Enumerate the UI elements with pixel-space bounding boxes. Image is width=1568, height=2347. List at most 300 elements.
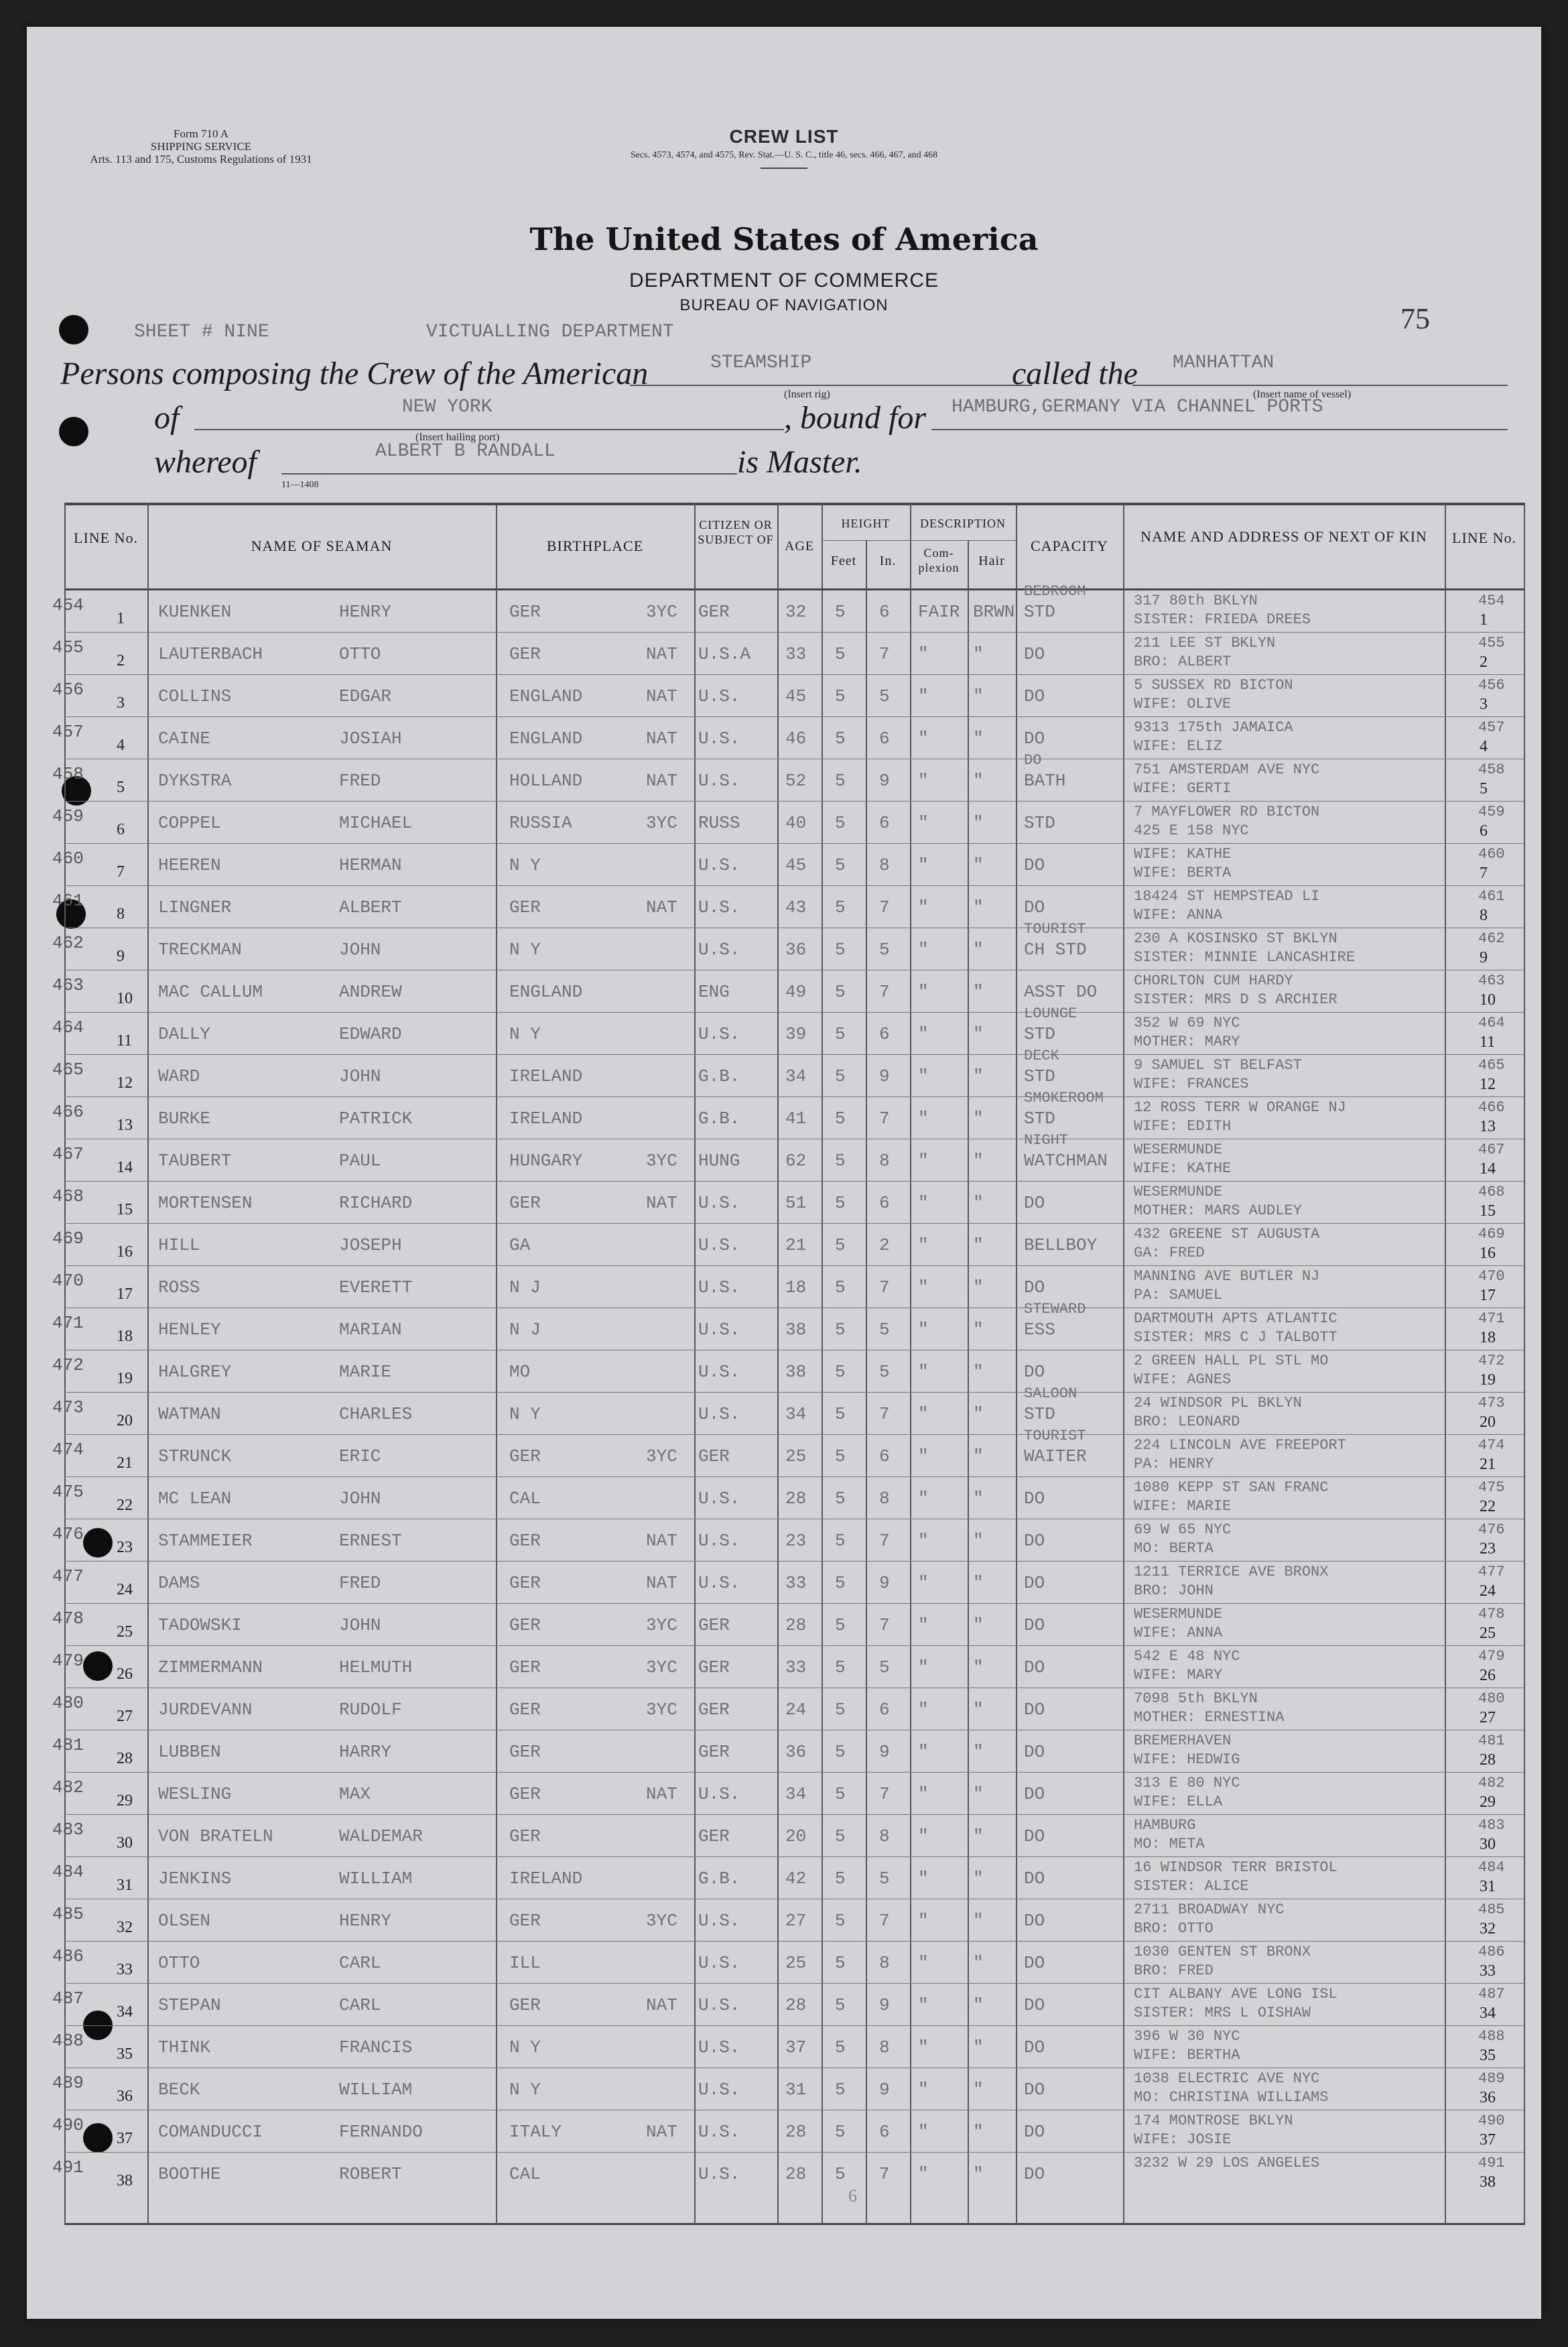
crew-number-right: 461	[1478, 888, 1505, 905]
crew-number: 462	[52, 933, 84, 953]
seaman-last-name: COMANDUCCI	[158, 2122, 263, 2142]
citizen-of: U.S.	[698, 1362, 740, 1382]
height-inches: 5	[879, 940, 890, 960]
citizen-of: U.S.	[698, 940, 740, 960]
complexion: "	[918, 813, 929, 833]
height-feet: 5	[835, 771, 846, 791]
line-number: 7	[117, 863, 125, 881]
line-number-right: 6	[1480, 822, 1488, 840]
height-feet: 5	[835, 982, 846, 1002]
kin-address: 313 E 80 NYC	[1134, 1775, 1240, 1791]
age: 34	[785, 1066, 807, 1086]
crew-number-right: 473	[1478, 1395, 1505, 1411]
row-divider	[64, 1012, 1525, 1013]
height-inches: 6	[879, 1446, 890, 1466]
birthplace: GER	[509, 602, 541, 622]
kin-name: WIFE: KATHE	[1134, 1160, 1232, 1177]
hair: "	[973, 1615, 984, 1635]
table-row	[52, 2025, 1525, 2068]
table-row	[52, 1385, 1525, 1434]
crew-number-right: 466	[1478, 1099, 1505, 1116]
height-feet: 5	[835, 1868, 846, 1889]
kin-address: 211 LEE ST BKLYN	[1134, 635, 1276, 651]
seaman-first-name: WILLIAM	[339, 2080, 413, 2100]
table-row	[52, 2068, 1525, 2110]
crew-number-right: 456	[1478, 677, 1505, 694]
birthplace: GER	[509, 1911, 541, 1931]
row-divider	[64, 1434, 1525, 1435]
crew-number-right: 465	[1478, 1057, 1505, 1074]
height-feet: 5	[835, 686, 846, 706]
capacity: STD	[1024, 1108, 1055, 1129]
height-inches: 9	[879, 1995, 890, 2015]
crew-number: 484	[52, 1862, 84, 1882]
kin-address: 432 GREENE ST AUGUSTA	[1134, 1226, 1320, 1243]
crew-number-right: 470	[1478, 1268, 1505, 1285]
crew-number: 488	[52, 2031, 84, 2051]
row-divider	[64, 1265, 1525, 1266]
hailing-port: NEW YORK	[402, 397, 493, 418]
kin-address: CIT ALBANY AVE LONG ISL	[1134, 1986, 1337, 2003]
kin-address: 396 W 30 NYC	[1134, 2028, 1240, 2045]
citizen-of: U.S.	[698, 728, 740, 749]
description-subdivider	[910, 540, 1016, 541]
hair: "	[973, 1868, 984, 1889]
seaman-first-name: ERNEST	[339, 1531, 402, 1551]
kin-address: 1030 GENTEN ST BRONX	[1134, 1944, 1311, 1960]
kin-address: 16 WINDSOR TERR BRISTOL	[1134, 1859, 1337, 1876]
citizen-of: U.S.	[698, 1911, 740, 1931]
capacity: DO	[1024, 1911, 1045, 1931]
row-divider	[64, 674, 1525, 675]
form-regulations: Arts. 113 and 175, Customs Regulations of 1931	[90, 153, 312, 166]
seaman-first-name: ANDREW	[339, 982, 402, 1002]
height-feet: 5	[835, 1108, 846, 1129]
complexion: "	[918, 940, 929, 960]
hair: "	[973, 644, 984, 664]
birthplace: HOLLAND	[509, 771, 583, 791]
title-divider	[761, 168, 807, 169]
line-number-right: 32	[1480, 1920, 1496, 1938]
crew-number: 480	[52, 1693, 84, 1713]
citizen-of: U.S.	[698, 1995, 740, 2015]
vessel-rig: STEAMSHIP	[710, 353, 812, 373]
port-hint: (Insert hailing port)	[415, 432, 500, 443]
hair: "	[973, 1742, 984, 1762]
capacity: DO	[1024, 897, 1045, 917]
capacity: DO	[1024, 1193, 1045, 1213]
height-feet: 5	[835, 813, 846, 833]
row-divider	[64, 1983, 1525, 1984]
birthplace: IRELAND	[509, 1108, 583, 1129]
capacity: DO	[1024, 2037, 1045, 2057]
birthplace: ILL	[509, 1953, 541, 1973]
seaman-last-name: STEPAN	[158, 1995, 221, 2015]
table-row	[52, 1223, 1525, 1265]
line-number-right: 1	[1480, 611, 1488, 629]
line-number-right: 24	[1480, 1582, 1496, 1600]
header-complexion: Com- plexion	[918, 546, 960, 574]
seaman-last-name: HEEREN	[158, 855, 221, 875]
citizenship-status: NAT	[646, 686, 677, 706]
height-inches: 8	[879, 1488, 890, 1509]
crew-number-right: 460	[1478, 846, 1505, 863]
table-row	[52, 1772, 1525, 1814]
row-divider	[64, 1603, 1525, 1604]
sheet-number: SHEET # NINE	[134, 322, 269, 342]
header-feet: Feet	[830, 554, 857, 568]
crew-number: 456	[52, 680, 84, 700]
seaman-first-name: HERMAN	[339, 855, 402, 875]
row-divider	[64, 1096, 1525, 1097]
citizen-of: U.S.	[698, 686, 740, 706]
crew-table	[52, 503, 1525, 2225]
citizen-of: U.S.	[698, 1235, 740, 1255]
row-divider	[64, 1476, 1525, 1477]
kin-address: WESERMUNDE	[1134, 1184, 1223, 1200]
row-divider	[64, 843, 1525, 844]
height-inches: 6	[879, 813, 890, 833]
birthplace: RUSSIA	[509, 813, 572, 833]
capacity: DO	[1024, 1700, 1045, 1720]
row-divider	[64, 801, 1525, 802]
capacity: DO	[1024, 1657, 1045, 1677]
birthplace: GER	[509, 1573, 541, 1593]
height-feet: 5	[835, 1024, 846, 1044]
complexion: "	[918, 1277, 929, 1297]
height-inches: 5	[879, 1362, 890, 1382]
height-feet: 5	[835, 1320, 846, 1340]
line-number: 37	[117, 2130, 133, 2147]
complexion: "	[918, 1362, 929, 1382]
citizen-of: U.S.	[698, 1573, 740, 1593]
table-row	[52, 1132, 1525, 1181]
capacity-section: SMOKEROOM	[1024, 1090, 1104, 1106]
row-divider	[64, 2152, 1525, 2153]
hair: "	[973, 1911, 984, 1931]
table-row	[52, 674, 1525, 716]
kin-name: BRO: ALBERT	[1134, 653, 1232, 670]
line-number-right: 15	[1480, 1202, 1496, 1220]
row-divider	[64, 1054, 1525, 1055]
complexion: "	[918, 1108, 929, 1129]
kin-address: WIFE: KATHE	[1134, 846, 1232, 863]
crew-number: 460	[52, 848, 84, 869]
vessel-line	[1132, 385, 1508, 386]
line-number: 34	[117, 2003, 133, 2021]
kin-name: WIFE: MARY	[1134, 1667, 1223, 1684]
capacity: DO	[1024, 1488, 1045, 1509]
hair: "	[973, 1404, 984, 1424]
capacity: DO	[1024, 1995, 1045, 2015]
birthplace: ITALY	[509, 2122, 562, 2142]
crew-number: 481	[52, 1735, 84, 1755]
crew-number: 472	[52, 1355, 84, 1375]
table-row	[52, 1645, 1525, 1688]
height-feet: 5	[835, 1826, 846, 1846]
height-feet: 5	[835, 1362, 846, 1382]
line-number: 35	[117, 2045, 133, 2063]
kin-name: BRO: FRED	[1134, 1962, 1214, 1979]
complexion: "	[918, 2037, 929, 2057]
citizen-of: U.S.	[698, 1024, 740, 1044]
height-feet: 5	[835, 1911, 846, 1931]
line-number: 10	[117, 990, 133, 1007]
crew-number: 473	[52, 1397, 84, 1417]
crew-number: 471	[52, 1313, 84, 1333]
citizenship-status: NAT	[646, 897, 677, 917]
line-number-right: 14	[1480, 1160, 1496, 1178]
age: 21	[785, 1235, 807, 1255]
seaman-last-name: MC LEAN	[158, 1488, 232, 1509]
kin-address: 1080 KEPP ST SAN FRANC	[1134, 1479, 1329, 1496]
complexion: "	[918, 644, 929, 664]
capacity: ESS	[1024, 1320, 1055, 1340]
capacity: DO	[1024, 1784, 1045, 1804]
crew-statement-1: Persons composing the Crew of the American	[60, 356, 649, 391]
table-row	[52, 843, 1525, 885]
kin-address: 69 W 65 NYC	[1134, 1521, 1232, 1538]
master-line	[281, 473, 737, 474]
line-number-right: 25	[1480, 1625, 1496, 1642]
capacity: DO	[1024, 855, 1045, 875]
height-feet: 5	[835, 1995, 846, 2015]
seaman-first-name: JOHN	[339, 1488, 381, 1509]
seaman-last-name: OLSEN	[158, 1911, 211, 1931]
age: 28	[785, 1488, 807, 1509]
line-number: 14	[117, 1159, 133, 1176]
hair: "	[973, 2164, 984, 2184]
line-number-right: 34	[1480, 2005, 1496, 2022]
birthplace: ENGLAND	[509, 728, 583, 749]
seaman-first-name: MAX	[339, 1784, 371, 1804]
height-inches: 5	[879, 1868, 890, 1889]
capacity: CH STD	[1024, 940, 1087, 960]
line-number: 21	[117, 1454, 133, 1472]
height-feet: 5	[835, 1953, 846, 1973]
complexion: "	[918, 1826, 929, 1846]
height-inches: 8	[879, 1151, 890, 1171]
master-name: ALBERT B RANDALL	[375, 441, 556, 462]
kin-name: SISTER: FRIEDA DREES	[1134, 611, 1311, 628]
citizenship-status: 3YC	[646, 1911, 677, 1931]
kin-name: WIFE: FRANCES	[1134, 1076, 1249, 1092]
crew-number-right: 485	[1478, 1901, 1505, 1918]
age: 23	[785, 1531, 807, 1551]
height-inches: 8	[879, 855, 890, 875]
rig-line	[630, 385, 1032, 386]
age: 38	[785, 1320, 807, 1340]
capacity: DO	[1024, 1531, 1045, 1551]
row-divider	[64, 1772, 1525, 1773]
hair: "	[973, 1362, 984, 1382]
punch-hole	[59, 315, 88, 344]
crew-number-right: 475	[1478, 1479, 1505, 1496]
height-inches: 6	[879, 602, 890, 622]
seaman-last-name: OTTO	[158, 1953, 200, 1973]
birthplace: GER	[509, 1615, 541, 1635]
table-row	[52, 1476, 1525, 1519]
capacity: DO	[1024, 728, 1045, 749]
line-number: 5	[117, 779, 125, 796]
line-number-right: 19	[1480, 1371, 1496, 1389]
complexion: "	[918, 1573, 929, 1593]
capacity-section: DECK	[1024, 1048, 1059, 1064]
citizenship-status: 3YC	[646, 1615, 677, 1635]
capacity-section: DO	[1024, 752, 1042, 769]
seaman-first-name: MICHAEL	[339, 813, 413, 833]
age: 32	[785, 602, 807, 622]
seaman-last-name: WARD	[158, 1066, 200, 1086]
table-row	[52, 1603, 1525, 1645]
kin-name: BRO: OTTO	[1134, 1920, 1214, 1937]
height-feet: 5	[835, 728, 846, 749]
seaman-last-name: ROSS	[158, 1277, 200, 1297]
seaman-last-name: ZIMMERMANN	[158, 1657, 263, 1677]
age: 43	[785, 897, 807, 917]
table-row	[52, 632, 1525, 674]
seaman-first-name: CARL	[339, 1995, 381, 2015]
birthplace: GER	[509, 1446, 541, 1466]
table-row	[52, 1048, 1525, 1096]
citizen-of: U.S.	[698, 1531, 740, 1551]
birthplace: HUNGARY	[509, 1151, 583, 1171]
kin-name: GA: FRED	[1134, 1245, 1205, 1261]
line-number: 3	[117, 694, 125, 712]
height-inches: 9	[879, 1573, 890, 1593]
citizenship-status: 3YC	[646, 1657, 677, 1677]
citizen-of: GER	[698, 1446, 730, 1466]
line-number-right: 12	[1480, 1076, 1496, 1093]
line-number: 1	[117, 610, 125, 627]
seaman-last-name: STAMMEIER	[158, 1531, 253, 1551]
citizenship-status: NAT	[646, 771, 677, 791]
citizen-of: G.B.	[698, 1066, 740, 1086]
seaman-last-name: BURKE	[158, 1108, 211, 1129]
crew-number: 457	[52, 722, 84, 742]
complexion: "	[918, 982, 929, 1002]
height-inches: 5	[879, 686, 890, 706]
complexion: "	[918, 1193, 929, 1213]
citizen-of: U.S.	[698, 1320, 740, 1340]
age: 46	[785, 728, 807, 749]
hair: "	[973, 855, 984, 875]
crew-number: 486	[52, 1946, 84, 1966]
height-feet: 5	[835, 602, 846, 622]
header-line-no: LINE No.	[74, 529, 138, 546]
table-row	[52, 921, 1525, 970]
citizen-of: U.S.	[698, 1784, 740, 1804]
hair: "	[973, 1953, 984, 1973]
crew-number-right: 488	[1478, 2028, 1505, 2045]
table-row	[52, 1428, 1525, 1476]
kin-address: 1038 ELECTRIC AVE NYC	[1134, 2070, 1320, 2087]
height-feet: 5	[835, 1700, 846, 1720]
kin-address: 2 GREEN HALL PL STL MO	[1134, 1352, 1329, 1369]
kin-address: 542 E 48 NYC	[1134, 1648, 1240, 1665]
height-feet: 5	[835, 1066, 846, 1086]
table-row	[52, 1941, 1525, 1983]
capacity: DO	[1024, 1868, 1045, 1889]
row-divider	[64, 1223, 1525, 1224]
seaman-first-name: FRED	[339, 771, 381, 791]
seaman-last-name: THINK	[158, 2037, 211, 2057]
seaman-first-name: FERNANDO	[339, 2122, 423, 2142]
seaman-last-name: HILL	[158, 1235, 200, 1255]
table-row	[52, 1856, 1525, 1899]
table-row	[52, 1688, 1525, 1730]
seaman-first-name: HARRY	[339, 1742, 392, 1762]
line-number: 28	[117, 1750, 133, 1767]
kin-name: PA: SAMUEL	[1134, 1287, 1223, 1304]
height-feet: 5	[835, 1573, 846, 1593]
crew-number: 466	[52, 1102, 84, 1122]
line-number: 25	[117, 1623, 133, 1641]
seaman-last-name: DALLY	[158, 1024, 211, 1044]
crew-number-right: 489	[1478, 2070, 1505, 2087]
line-number-right: 26	[1480, 1667, 1496, 1684]
birthplace: GER	[509, 1995, 541, 2015]
complexion: "	[918, 897, 929, 917]
kin-address: 174 MONTROSE BKLYN	[1134, 2112, 1293, 2129]
birthplace: N Y	[509, 2080, 541, 2100]
crew-list-page	[27, 27, 1541, 2319]
crew-number-right: 481	[1478, 1732, 1505, 1749]
height-inches: 6	[879, 1193, 890, 1213]
kin-name: MO: CHRISTINA WILLIAMS	[1134, 2089, 1329, 2106]
seaman-last-name: HALGREY	[158, 1362, 232, 1382]
kin-address: 2711 BROADWAY NYC	[1134, 1901, 1285, 1918]
capacity: STD	[1024, 1066, 1055, 1086]
birthplace: N Y	[509, 1404, 541, 1424]
age: 28	[785, 2164, 807, 2184]
crew-number: 490	[52, 2115, 84, 2135]
line-number: 38	[117, 2172, 133, 2190]
kin-address: 1211 TERRICE AVE BRONX	[1134, 1564, 1329, 1580]
department-heading: DEPARTMENT OF COMMERCE	[629, 269, 939, 292]
kin-address: WESERMUNDE	[1134, 1141, 1223, 1158]
age: 36	[785, 940, 807, 960]
seaman-last-name: BOOTHE	[158, 2164, 221, 2184]
line-number-right: 4	[1480, 738, 1488, 755]
complexion: "	[918, 2164, 929, 2184]
height-inches: 6	[879, 1700, 890, 1720]
header-citizen: CITIZEN OR SUBJECT OF	[698, 518, 774, 546]
hair: "	[973, 1235, 984, 1255]
capacity: STD	[1024, 1404, 1055, 1424]
hair: "	[973, 1108, 984, 1129]
seaman-last-name: CAINE	[158, 728, 211, 749]
complexion: "	[918, 1066, 929, 1086]
header-height: HEIGHT	[841, 517, 891, 530]
complexion: "	[918, 2080, 929, 2100]
destination: HAMBURG,GERMANY VIA CHANNEL PORTS	[952, 397, 1323, 418]
seaman-first-name: JOHN	[339, 1615, 381, 1635]
seaman-last-name: STRUNCK	[158, 1446, 232, 1466]
height-inches: 8	[879, 1953, 890, 1973]
crew-number: 483	[52, 1820, 84, 1840]
header-hair: Hair	[978, 554, 1005, 568]
line-number-right: 37	[1480, 2131, 1496, 2149]
citizen-of: GER	[698, 1615, 730, 1635]
complexion: "	[918, 1024, 929, 1044]
crew-number-right: 469	[1478, 1226, 1505, 1243]
line-number: 11	[117, 1032, 133, 1050]
line-number: 17	[117, 1285, 133, 1303]
capacity: BELLBOY	[1024, 1235, 1098, 1255]
capacity: WAITER	[1024, 1446, 1087, 1466]
age: 34	[785, 1404, 807, 1424]
